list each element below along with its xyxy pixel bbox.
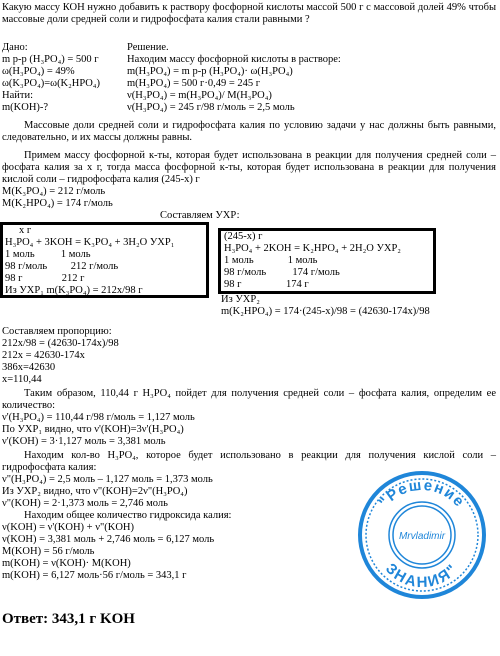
proportion-line: х=110,44 [2,374,42,385]
box2-line: 1 моль 1 моль [224,255,318,266]
solution-line: ν(H₃PO₄) = 245 г/98 г/моль = 2,5 моль [127,102,295,113]
solution-line: Находим массу фосфорной кислоты в растворе: [127,54,341,65]
stamp-seal-graphic [357,470,487,600]
proportion-section [2,326,119,386]
box1-result: Из УХР₁ m(K₃PO₄) = 212х/98 г [5,285,143,296]
calc-line: ν(KOH) = 3,381 моль + 2,746 моль = 6,127 моль [2,534,215,545]
calc-acid-salt [2,474,231,582]
paragraph-assumption: Примем массу фосфорной к-ты, которая будет использована в реакции для получения средней соли – фосфата калия за х г, тогда масса фосфорной к-ты, которая будет использована в реакции для получения кислой соли – гидрофосфата калия (245-х) г [2,150,496,185]
given-line: m р-р (H₃PO₄) = 500 г [2,54,99,65]
box2-line: 98 г/моль 174 г/моль [224,267,340,278]
stamp-center-text: Mrvladimir [398,531,446,542]
reaction-box-2 [218,228,436,294]
given-line: ω(K₃PO₄)=ω(K₂HPO₄) [2,78,100,89]
given-title: Дано: [2,42,28,53]
box2-result: m(K₂HPO₄) = 174·(245-х)/98 = (42630-174х)/98 [221,306,430,317]
proportion-line: 212х/98 = (42630-174х)/98 [2,338,119,349]
given-line: ω(H₃PO₄) = 49% [2,66,75,77]
given-section [2,42,100,114]
calc-line: Из УХР₂ видно, что ν"(KOH)=2ν"(H₃PO₄) [2,486,188,497]
calc-line: Находим общее количество гидроксида калия: [24,510,232,521]
box2-line: 98 г 174 г [224,279,309,290]
box1-line: 98 г/моль 212 г/моль [5,261,119,272]
calc-line: ν'(KOH) = 3·1,127 моль = 3,381 моль [2,436,166,447]
calc-line: M(KOH) = 56 г/моль [2,546,95,557]
box1-line: x г [19,225,32,236]
calc-middle-salt [2,412,195,448]
solution-line: m(H₃PO₄) = 500 г·0,49 = 245 г [127,78,261,89]
answer: Ответ: 343,1 г KOH [2,611,135,627]
calc-line: m(KOH) = ν(KOH)· M(KOH) [2,558,131,569]
solution-section [127,42,341,114]
solution-line: m(H₃PO₄) = m р-р (H₃PO₄)· ω(H₃PO₄) [127,66,293,77]
stamp-seal [357,470,487,600]
box1-line: 1 моль 1 моль [5,249,91,260]
find-line: m(KOH)-? [2,102,49,113]
stamp-top-text: "Решение [375,476,469,512]
proportion-title: Составляем пропорцию: [2,326,112,337]
problem-text: Какую массу КОН нужно добавить к раствору фосфорной кислоты массой 500 г с массовой долей 49% чтобы массовые доли средней соли и гидрофосфата калия стали равными ? [2,2,496,25]
box2-result-label: Из УХР₂ [221,294,260,305]
calc-line: ν"(KOH) = 2·1,373 моль = 2,746 моль [2,498,168,509]
find-title: Найти: [2,90,33,101]
calc-line: m(KOH) = 6,127 моль·56 г/моль = 343,1 г [2,570,187,581]
solution-title: Решение. [127,42,169,53]
calc-line: ν'(H₃PO₄) = 110,44 г/98 г/моль = 1,127 моль [2,412,195,423]
box2-line: (245-х) г [224,231,263,242]
paragraph-equal-masses: Массовые доли средней соли и гидрофосфата калия по условию задачи у нас должны быть равными, следовательно, и их массы должны равны. [2,120,496,143]
box1-line: 98 г 212 г [5,273,85,284]
reaction-equation-2: H₃PO₄ + 2KOH = K₂HPO₄ + 2H₂O УХР₂ [224,243,401,254]
uhr-heading: Составляем УХР: [160,210,240,221]
proportion-line: 212х = 42630-174х [2,350,85,361]
calc-line: По УХР₁ видно, что ν'(KOH)=3ν'(H₃PO₄) [2,424,184,435]
reaction-box-1 [0,222,209,298]
molar-line: M(K₃PO₄) = 212 г/моль [2,186,106,197]
molar-line: M(K₂HPO₄) = 174 г/моль [2,198,113,209]
paragraph-acid-salt: Находим кол-во H₃PO₄, которое будет использовано в реакции для получения кислой соли – гидрофосфата калия: [2,450,496,473]
proportion-line: 386х=42630 [2,362,56,373]
calc-line: ν(KOH) = ν'(KOH) + ν"(KOH) [2,522,134,533]
solution-line: ν(H₃PO₄) = m(H₃PO₄)/ M(H₃PO₄) [127,90,272,101]
stamp-bottom-text: ЗНАНИЯ" [382,560,462,592]
reaction-equation-1: H₃PO₄ + 3KOH = K₃PO₄ + 3H₂O УХР₁ [5,237,175,248]
molar-masses [2,186,113,210]
paragraph-middle-salt: Таким образом, 110,44 г H₃PO₄ пойдет для получения средней соли – фосфата калия, определим ее количество: [2,388,496,411]
calc-line: ν"(H₃PO₄) = 2,5 моль – 1,127 моль = 1,373 моль [2,474,213,485]
